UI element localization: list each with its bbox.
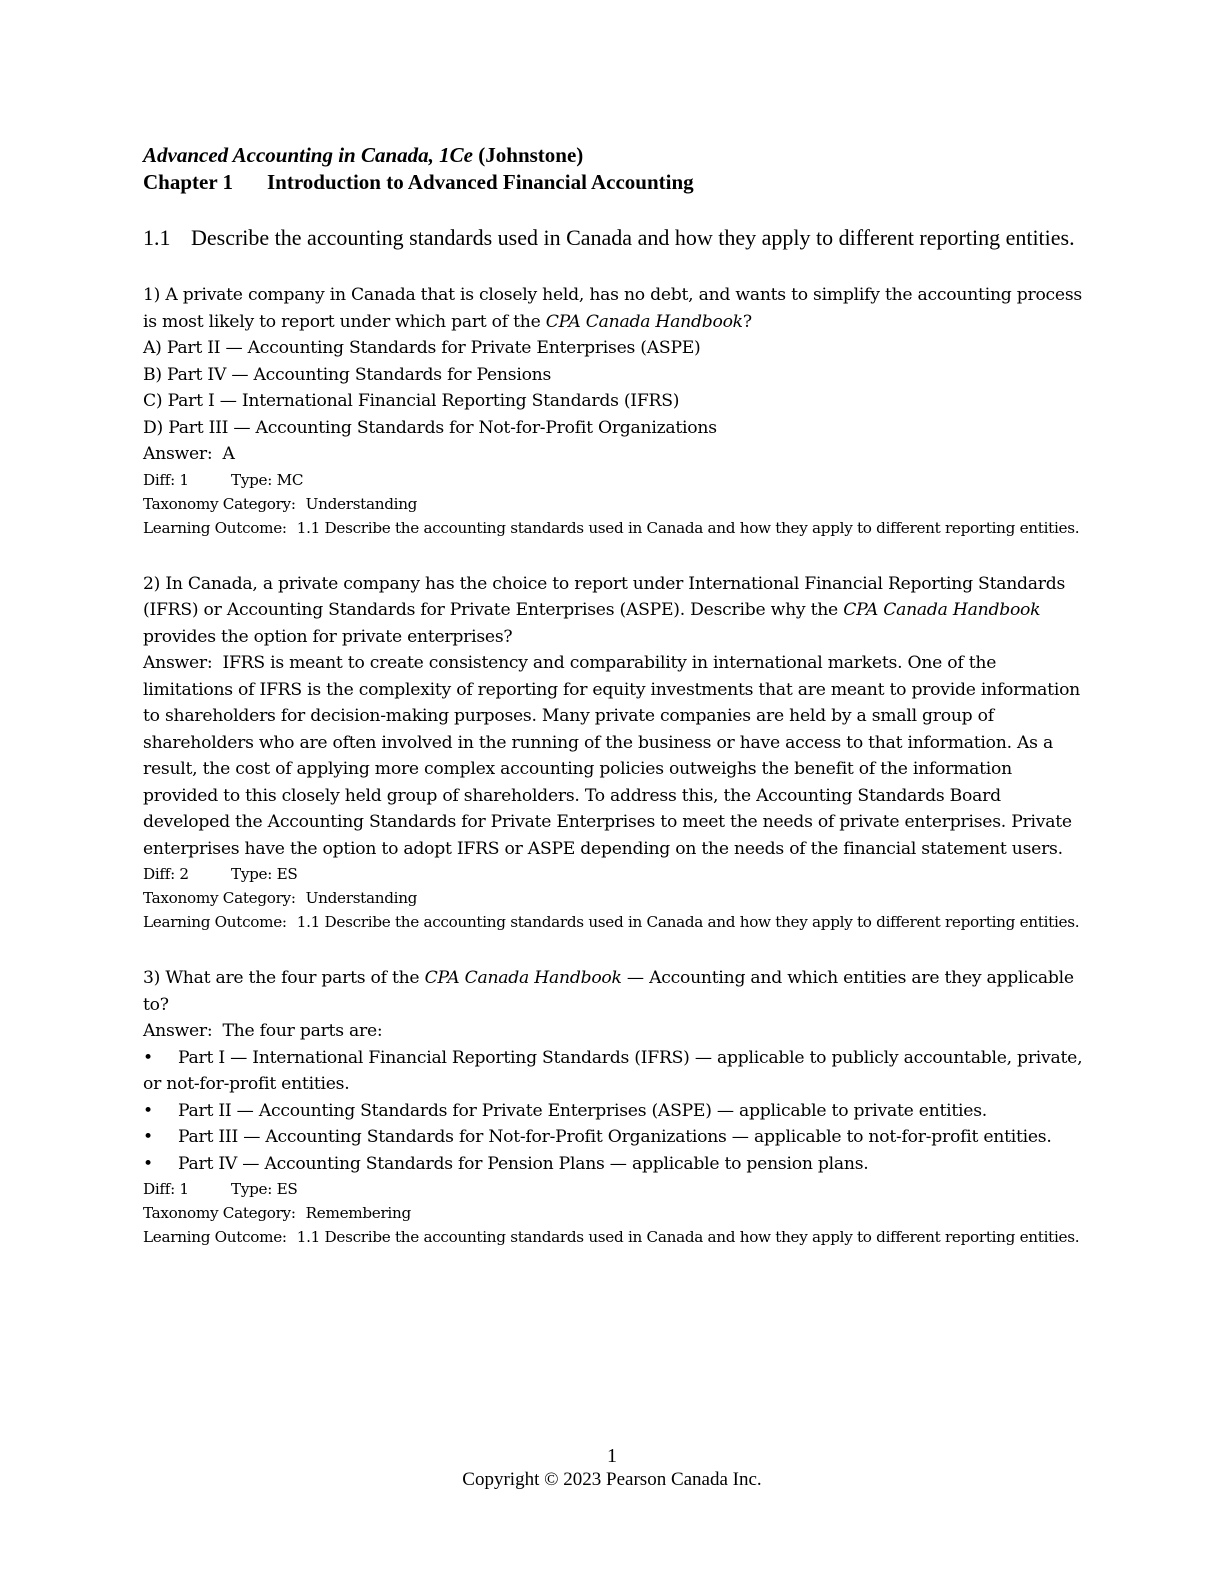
- stem-text-end: ?: [742, 311, 752, 332]
- chapter-number: Chapter 1: [143, 170, 234, 194]
- option-d: D) Part III — Accounting Standards for Not-for-Profit Organizations: [143, 417, 717, 438]
- taxonomy-value: Understanding: [305, 889, 418, 907]
- answer-label: Answer:: [143, 444, 213, 464]
- stem-text: 2) In Canada, a private company has the choice to report under International Financial Reporting Standards (IFRS) or Accounting Standards for Private Enterprises (ASPE). Describe why the: [143, 573, 1066, 620]
- bullet-text: Part III — Accounting Standards for Not-for-Profit Organizations — applicable to not-for-profit entities.: [178, 1127, 1052, 1147]
- bullet-item: [143, 1124, 1083, 1151]
- question-1: [143, 282, 1083, 540]
- outcome-value: 1.1 Describe the accounting standards used in Canada and how they apply to different reporting entities.: [296, 913, 1080, 931]
- bullet-icon: •: [143, 1100, 153, 1121]
- copyright-text: Copyright © 2023 Pearson Canada Inc.: [462, 1469, 762, 1490]
- bullet-icon: •: [143, 1047, 153, 1068]
- outcome-label: Learning Outcome:: [143, 518, 287, 537]
- stem-text-end: provides the option for private enterprises?: [143, 626, 513, 647]
- section-heading: [143, 224, 1083, 251]
- question-stem: [143, 571, 1083, 651]
- diff-type-line: [143, 1177, 1083, 1201]
- page-footer: [0, 1444, 1224, 1492]
- taxonomy-label: Taxonomy Category:: [143, 889, 296, 907]
- taxonomy-label: Taxonomy Category:: [143, 494, 296, 513]
- bullet-icon: •: [143, 1127, 153, 1147]
- book-author: (Johnstone): [478, 143, 584, 167]
- chapter-title: [143, 169, 1083, 196]
- stem-text: 1) A private company in Canada that is closely held, has no debt, and wants to simplify the accounting process is most likely to report under which part of the: [143, 285, 1082, 332]
- bullet-icon: •: [143, 1153, 153, 1174]
- diff-type-line: [143, 862, 1083, 886]
- outcome-value: 1.1 Describe the accounting standards used in Canada and how they apply to different reporting entities.: [296, 1228, 1080, 1246]
- book-title: [143, 142, 1083, 169]
- taxonomy-line: [143, 886, 1083, 910]
- answer-text: IFRS is meant to create consistency and comparability in international markets. One of the limitations of IFRS is the complexity of reporting for equity investments that are meant to provide information to shareholders for decision-making purposes. Many private companies are held by a small group of shareholders who are often involved in the running of the business or have access to that information. As a result, the cost of applying more complex accounting policies outweighs the benefit of the information provided to this closely held group of shareholders. To address this, the Accounting Standards Board developed the Accounting Standards for Private Enterprises to meet the needs of private enterprises. Private enterprises have the option to adopt IFRS or ASPE depending on the needs of the financial statement users.: [143, 653, 1080, 859]
- answer-label: Answer:: [143, 1021, 213, 1041]
- answer-label: Answer:: [143, 653, 213, 673]
- question-stem: [143, 965, 1083, 1018]
- answer-paragraph: [143, 650, 1083, 862]
- book-title-italic: Advanced Accounting in Canada, 1Ce: [143, 143, 474, 167]
- diff-type-line: [143, 468, 1083, 492]
- answer-text: A: [222, 444, 235, 464]
- bullet-item: [143, 1098, 1083, 1125]
- section-number: 1.1: [143, 225, 171, 250]
- outcome-label: Learning Outcome:: [143, 913, 287, 931]
- bullet-text: Part II — Accounting Standards for Private Enterprises (ASPE) — applicable to private entities.: [178, 1100, 987, 1121]
- outcome-line: [143, 910, 1083, 934]
- taxonomy-line: [143, 492, 1083, 516]
- taxonomy-value: Understanding: [305, 494, 418, 513]
- diff-label: Diff: 1: [143, 470, 189, 489]
- bullet-text: Part IV — Accounting Standards for Pension Plans — applicable to pension plans.: [178, 1153, 869, 1174]
- diff-label: Diff: 1: [143, 1180, 189, 1198]
- diff-label: Diff: 2: [143, 865, 189, 883]
- outcome-line: [143, 516, 1083, 540]
- chapter-name: Introduction to Advanced Financial Accounting: [267, 170, 694, 194]
- bullet-item: [143, 1151, 1083, 1178]
- type-label: Type: ES: [231, 1180, 298, 1198]
- section-title: Describe the accounting standards used in Canada and how they apply to different reporting entities.: [191, 225, 1075, 250]
- question-2: [143, 571, 1083, 935]
- page-content: [143, 142, 1083, 1249]
- option-c: C) Part I — International Financial Reporting Standards (IFRS): [143, 391, 680, 411]
- answer-text: The four parts are:: [222, 1021, 383, 1041]
- question-stem: [143, 282, 1083, 335]
- type-label: Type: ES: [231, 865, 298, 883]
- taxonomy-label: Taxonomy Category:: [143, 1204, 296, 1222]
- option-a: A) Part II — Accounting Standards for Private Enterprises (ASPE): [143, 338, 701, 358]
- outcome-line: [143, 1225, 1083, 1249]
- stem-text-end: — Accounting and which entities are they applicable to?: [143, 968, 1074, 1015]
- bullet-item: [143, 1045, 1083, 1098]
- answer-line: [143, 1018, 1083, 1045]
- page-number: 1: [607, 1445, 617, 1467]
- stem-italic: CPA Canada Handbook: [545, 311, 743, 332]
- taxonomy-value: Remembering: [305, 1204, 411, 1222]
- question-3: [143, 965, 1083, 1249]
- bullet-text: Part I — International Financial Reporting Standards (IFRS) — applicable to publicly accountable, private, or not-for-profit entities.: [143, 1047, 1083, 1094]
- stem-italic: CPA Canada Handbook: [843, 600, 1041, 620]
- answer-line: [143, 441, 1083, 468]
- stem-italic: CPA Canada Handbook: [424, 968, 622, 988]
- outcome-label: Learning Outcome:: [143, 1228, 287, 1246]
- stem-text: 3) What are the four parts of the: [143, 968, 425, 988]
- type-label: Type: MC: [231, 470, 304, 489]
- outcome-value: 1.1 Describe the accounting standards used in Canada and how they apply to different reporting entities.: [296, 518, 1080, 537]
- option-b: B) Part IV — Accounting Standards for Pensions: [143, 364, 552, 385]
- taxonomy-line: [143, 1201, 1083, 1225]
